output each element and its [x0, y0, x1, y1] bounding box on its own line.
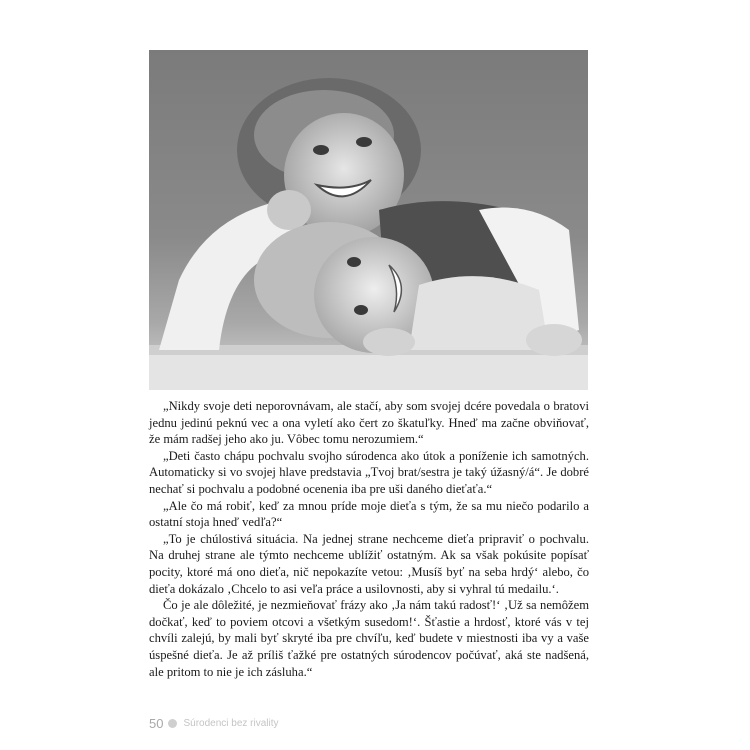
paragraph: „To je chúlostivá situácia. Na jednej strane nechceme dieťa pripraviť o pochvalu. Na druhej strane ale týmto nechceme ublížiť ostatným. Ak sa však pokúsite popísať pocity, ktoré má ono dieťa, nič nepokazíte vetou: ‚Musíš byť na seba hrdý‘ alebo, čo dieťa dokázalo ‚Chcelo to asi veľa práce a usilovnosti, aby si vyhral tú medailu.‘.	[149, 531, 589, 596]
running-title: Súrodenci bez rivality	[183, 717, 279, 729]
body-text	[149, 398, 589, 680]
page-footer	[149, 715, 279, 731]
photo-children	[149, 50, 588, 390]
children-photo-illustration	[149, 50, 588, 390]
bullet-dot-icon	[168, 719, 177, 728]
page-number: 50	[149, 715, 164, 731]
paragraph: „Deti často chápu pochvalu svojho súrodenca ako útok a poníženie ich samotných. Automaticky si vo svojej hlave predstavia „Tvoj brat/sestra je taký úžasný/á“. Je dobré nechať si pochvalu a podobné ocenenia iba pre uši daného dieťaťa.“	[149, 448, 589, 496]
paragraph: „Ale čo má robiť, keď za mnou príde moje dieťa s tým, že sa mu niečo podarilo a ostatní stoja hneď vedľa?“	[149, 498, 589, 530]
paragraph: „Nikdy svoje deti neporovnávam, ale stačí, aby som svojej dcére povedala o bratovi jednu jedinú peknú vec a ona vyletí ako čert zo škatuľky. Hneď ma začne obviňovať, že mám radšej jeho ako ju. Vôbec tomu nerozumiem.“	[149, 399, 589, 447]
paragraph: Čo je ale dôležité, je nezmieňovať frázy ako ‚Ja nám takú radosť!‘ ‚Už sa nemôžem dočkať, keď to poviem otcovi a všetkým susedom!‘. Šťastie a hrdosť, ktoré vás v tej chvíli zalejú, by mali byť skryté iba pre chvíľu, keď budete v miestnosti iba vy a vaše úspešné dieťa. Je až príliš ťažké pre ostatných súrodencov počúvať, aká ste nadšená, ale pritom to nie je ich zásluha.“	[149, 598, 589, 679]
